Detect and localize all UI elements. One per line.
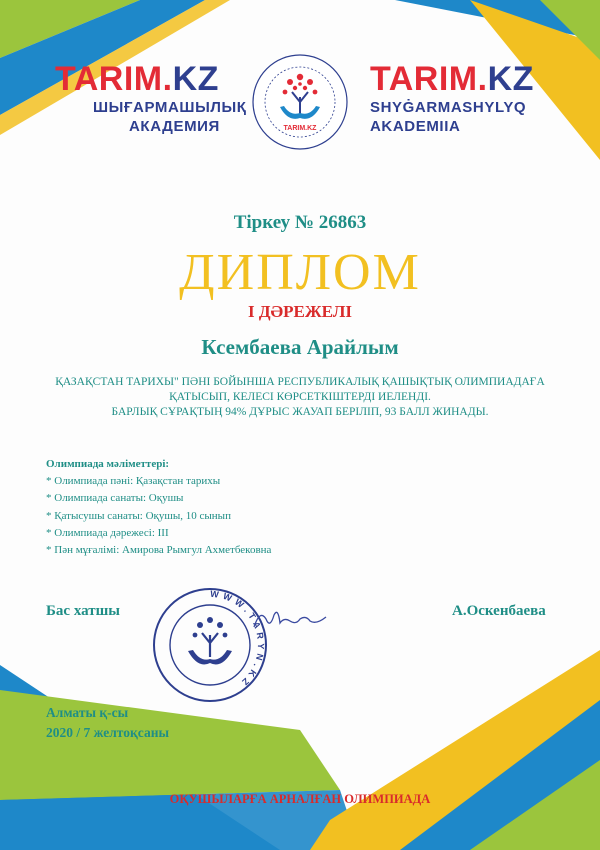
signatory-name: А.Оскенбаева [452, 603, 546, 619]
svg-text:WWW.TARYN.KZ: WWW.TARYN.KZ [209, 588, 267, 690]
hands-tree-icon [250, 52, 350, 152]
left-logo-line2: АКАДЕМИЯ [129, 118, 220, 135]
recipient-name: Ксембаева Арайлым [201, 335, 399, 359]
svg-text:TARIM.KZ: TARIM.KZ [283, 125, 317, 132]
stamp-hands-tree-icon [150, 585, 270, 705]
city: Алматы қ-сы [46, 705, 129, 720]
signature-title: Бас хатшы [46, 603, 120, 619]
details-item: * Олимпиада дәрежесі: ІІІ [46, 526, 169, 539]
right-logo: TARIM.KZ SHYĠARMASHYLYQ AKADEMIIA [370, 60, 534, 135]
degree-label: І ДӘРЕЖЕЛІ [247, 302, 353, 321]
date: 2020 / 7 желтоқсаны [46, 725, 170, 740]
description-line: ҚАЗАҚСТАН ТАРИХЫ" ПӘНІ БОЙЫНША РЕСПУБЛИКАЛЫҚ ҚАШЫҚТЫҚ ОЛИМПИАДАҒА [55, 376, 545, 388]
left-logo: TARIM.KZ ШЫҒАРМАШЫЛЫҚ АКАДЕМИЯ [55, 60, 247, 135]
details-item: * Пән мұғалімі: Амирова Рымгул Ахметбековна [46, 544, 272, 557]
details-item: * Қатысушы санаты: Оқушы, 10 сынып [46, 509, 231, 522]
details-item: * Олимпиада пәні: Қазақстан тарихы [46, 475, 221, 488]
signature-scribble [250, 605, 330, 635]
details-item: * Олимпиада санаты: Оқушы [46, 492, 184, 505]
footer-caption: ОҚУШЫЛАРҒА АРНАЛҒАН ОЛИМПИАДА [169, 792, 431, 806]
diploma-title: ДИПЛОМ [179, 244, 421, 301]
description-line: ҚАТЫСЫП, КЕЛЕСІ КӨРСЕТКІШТЕРДІ ИЕЛЕНДІ. [169, 391, 431, 403]
right-logo-line2: AKADEMIIA [370, 118, 461, 135]
details-heading: Олимпиада мәліметтері: [46, 458, 170, 470]
registration-number: Тіркеу № 26863 [233, 212, 367, 233]
description-line: БАРЛЫҚ СҰРАҚТЫҢ 94% ДҰРЫС ЖАУАП БЕРІЛІП, 93 БАЛЛ ЖИНАДЫ. [111, 406, 489, 418]
description [0, 375, 600, 420]
left-logo-line1: ШЫҒАРМАШЫЛЫҚ [93, 99, 247, 116]
right-logo-line1: SHYĠARMASHYLYQ [370, 99, 527, 116]
olympiad-details [46, 456, 271, 559]
